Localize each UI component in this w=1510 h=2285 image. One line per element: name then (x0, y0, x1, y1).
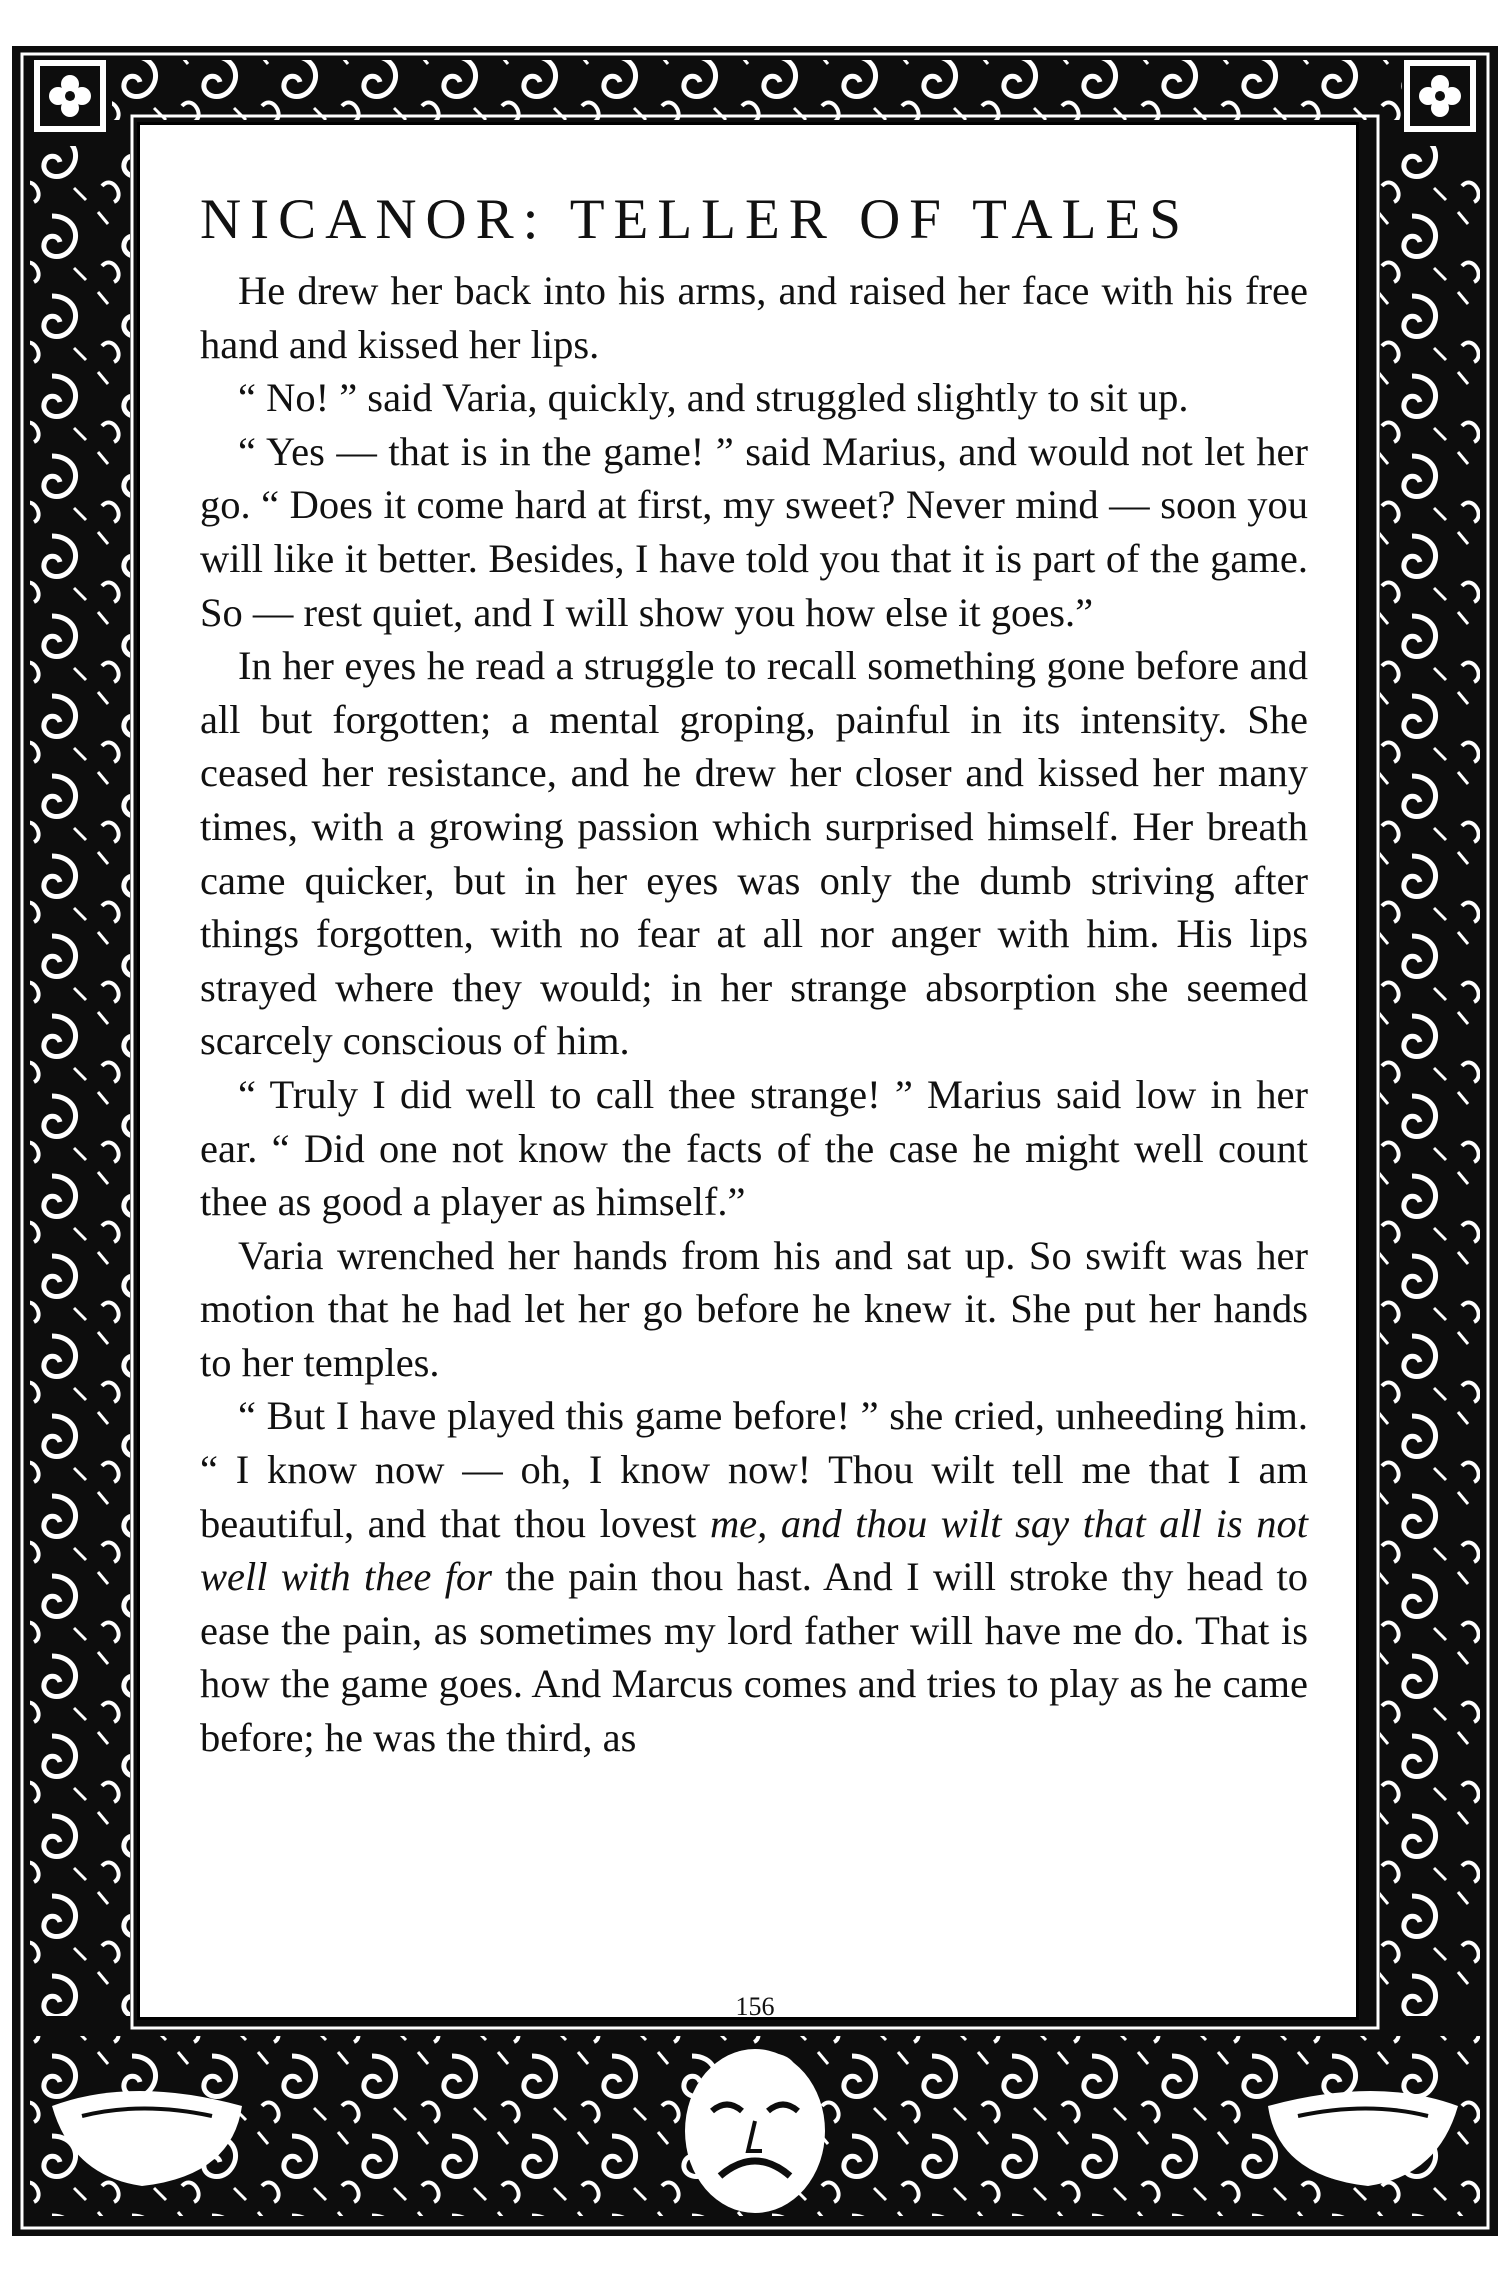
paragraph-text: “ But I have played this game before! ” she cried, unheeding him. “ I know now — oh, I know now! Thou wilt tell me that I am beautiful, and that thou lovest (200, 1393, 1308, 1546)
paragraph (200, 1389, 1308, 1764)
flower-rosette-icon (34, 60, 106, 132)
italic-text: me, and thou wilt say that all is not well with thee for (200, 1500, 1308, 1600)
paragraph: He drew her back into his arms, and raised her face with his free hand and kissed her lips. (200, 268, 1308, 367)
paragraph-text: the pain thou hast. And I will stroke thy head to ease the pain, as sometimes my lord father will have me do. That is how the game goes. And Marcus comes and tries to play as he came before; he was the third, as (200, 1554, 1308, 1761)
theatre-mask-icon (685, 2049, 825, 2213)
paragraph: Varia wrenched her hands from his and sat up. So swift was her motion that he had let her go before he knew it. She put her hands to her temples. (200, 1232, 1308, 1385)
running-head: NICANOR: TELLER OF TALES (200, 188, 1190, 251)
paragraph: “ Yes — that is in the game! ” said Marius, and would not let her go. “ Does it come hard at first, my sweet? Never mind — soon you will like it better. Besides, I have told you that it is part of the game. So — rest quiet, and I will show you how else it goes.” (200, 428, 1308, 635)
page-number: 156 (735, 1992, 775, 2021)
flower-rosette-icon (1404, 60, 1476, 132)
paragraph: “ Truly I did well to call thee strange! ” Marius said low in her ear. “ Did one not know the facts of the case he might well count thee as good a player as himself.” (200, 1071, 1308, 1225)
paragraph: In her eyes he read a struggle to recall something gone before and all but forgotten; a mental groping, painful in its intensity. She ceased her resistance, and he drew her closer and kissed her many times, with a growing passion which surprised himself. Her breath came quicker, but in her eyes was only the dumb striving after things forgotten, with no fear at all nor anger with him. His lips strayed where they would; in her strange absorption she seemed scarcely conscious of him. (200, 643, 1308, 1064)
paragraph: “ No! ” said Varia, quickly, and struggled slightly to sit up. (238, 375, 1189, 421)
body-text (200, 264, 1308, 1765)
